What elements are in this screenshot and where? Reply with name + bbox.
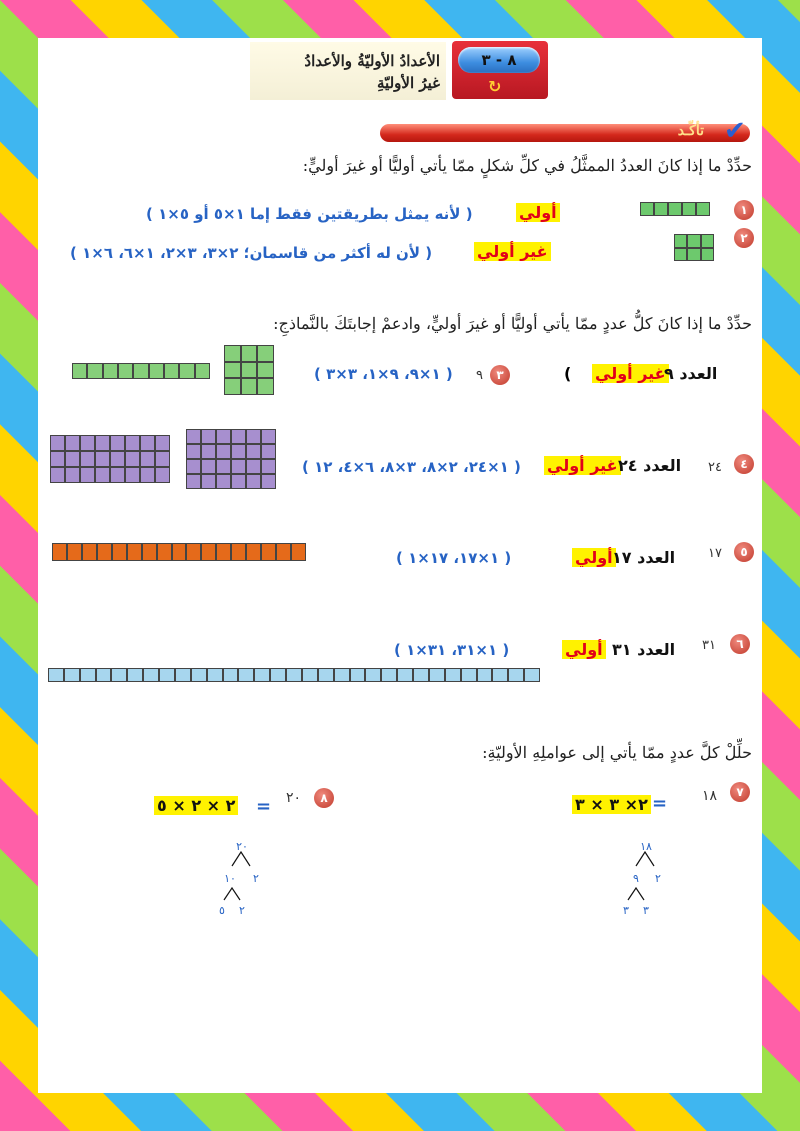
- question-badge-8: ٨: [314, 788, 334, 808]
- lesson-swirl-icon: ↻: [488, 77, 502, 96]
- model-grid-1: [640, 202, 710, 216]
- factors-5: ( ١×١٧، ١٧×١ ): [396, 549, 512, 567]
- tree-root-18: ١٨: [640, 840, 652, 853]
- number-label-6: ٣١: [702, 638, 716, 653]
- question-badge-1: ١: [734, 200, 754, 220]
- factors-4: ( ١×٢٤، ٢×٨، ٣×٨، ٦×٤، ١٢ ): [302, 458, 521, 476]
- model-grid-5: [52, 543, 306, 561]
- number-label-8: ٢٠: [286, 790, 302, 806]
- section2-instruction: حدِّدْ ما إذا كانَ كلُّ عددٍ ممّا يأتي أوليًّا أو غيرَ أوليٍّ، وادعمْ إجابتَكَ بالنَّماذجِ:: [273, 314, 752, 333]
- lesson-title-line2: غيرُ الأوليّةِ: [377, 74, 440, 92]
- answer-3: غير أولي: [592, 364, 669, 383]
- model-grid-3a: [72, 363, 210, 379]
- worksheet-page: [38, 38, 762, 1093]
- lesson-title-line1: الأعدادُ الأوليّةُ والأعدادُ: [304, 52, 440, 70]
- model-grid-6: [48, 668, 540, 682]
- number-word-4: العدد ٢٤: [618, 456, 682, 475]
- tree-lr-20: ٢: [239, 904, 245, 917]
- tree-lr-18: ٣: [643, 904, 649, 917]
- answer-6: أولي: [562, 640, 606, 659]
- answer-4: غير أولي: [544, 456, 621, 475]
- model-grid-3b: [224, 345, 274, 395]
- question-badge-4: ٤: [734, 454, 754, 474]
- equals-8: =: [256, 796, 272, 817]
- tree-right-20: ٢: [253, 872, 259, 885]
- lesson-title: [254, 50, 440, 94]
- tree-ll-18: ٣: [623, 904, 629, 917]
- check-mark-icon: ✔: [724, 116, 746, 146]
- answer-2: غير أولي: [474, 242, 551, 261]
- tree-left-18: ٩: [633, 872, 639, 885]
- reason-1: ( لأنه يمثل بطريقتين فقط إما ١×٥ أو ٥×١ ): [146, 205, 473, 223]
- question-badge-3: ٣: [490, 365, 510, 385]
- paren-3: (: [564, 364, 572, 383]
- tree-left-20: ١٠: [224, 872, 236, 885]
- lesson-number: ٨ - ٣: [458, 47, 540, 73]
- model-grid-4a: [50, 435, 170, 483]
- section-banner-label: تأكّـد: [677, 123, 704, 139]
- answer-1: أولي: [516, 203, 560, 222]
- question-badge-7: ٧: [730, 782, 750, 802]
- number-word-3: العدد ٩: [664, 364, 718, 383]
- tree-root-20: ٢٠: [236, 840, 248, 853]
- question-badge-6: ٦: [730, 634, 750, 654]
- number-label-4: ٢٤: [708, 460, 722, 475]
- lesson-title-box: [250, 42, 446, 100]
- number-label-5: ١٧: [708, 546, 722, 561]
- number-label-3: ٩: [476, 368, 483, 383]
- factors-3: ( ١×٩، ٩×١، ٣×٣ ): [314, 365, 453, 383]
- answer-5: أولي: [572, 548, 616, 567]
- section3-instruction: حلِّلْ كلَّ عددٍ ممّا يأتي إلى عواملِهِ الأوليّةِ:: [482, 743, 752, 762]
- number-label-7: ١٨: [702, 788, 718, 804]
- equals-7: =: [652, 793, 668, 814]
- question-badge-5: ٥: [734, 542, 754, 562]
- factors-6: ( ١×٣١، ٣١×١ ): [394, 641, 510, 659]
- reason-2: ( لأن له أكثر من قاسمان؛ ٢×٣، ٣×٢، ١×٦، ٦×١ ): [70, 244, 433, 262]
- number-word-6: العدد ٣١: [612, 640, 676, 659]
- prime-factorization-7: ٢× ٣ × ٣: [572, 795, 651, 814]
- number-word-5: العدد ١٧: [612, 548, 676, 567]
- factor-tree-20: [210, 838, 270, 918]
- prime-factorization-8: ٢ × ٢ × ٥: [154, 796, 238, 815]
- factor-tree-18: [618, 838, 678, 918]
- tree-right-18: ٢: [655, 872, 661, 885]
- section1-instruction: حدِّدْ ما إذا كانَ العددُ الممثَّلُ في كلِّ شكلٍ ممّا يأتي أوليًّا أو غيرَ أوليٍّ:: [302, 156, 752, 175]
- model-grid-4b: [186, 429, 276, 489]
- lesson-number-tab: [452, 41, 548, 99]
- question-badge-2: ٢: [734, 228, 754, 248]
- section-banner: [380, 124, 750, 142]
- model-grid-2: [674, 234, 714, 261]
- tree-ll-20: ٥: [219, 904, 225, 917]
